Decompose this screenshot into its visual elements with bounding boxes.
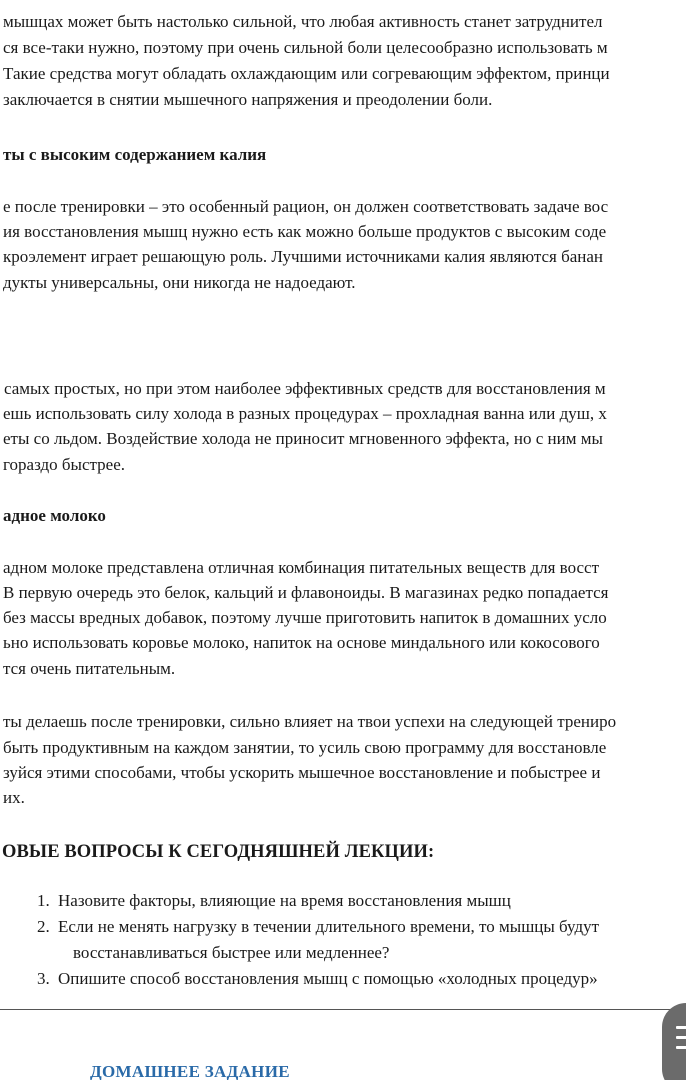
question-number: 3. <box>37 969 50 988</box>
menu-bar <box>676 1046 686 1049</box>
section-divider <box>0 1009 686 1010</box>
paragraph-line: дукты универсальны, они никогда не надоедают. <box>3 273 356 292</box>
section-heading-milk: адное молоко <box>3 506 106 525</box>
paragraph-line: еты со льдом. Воздействие холода не приносит мгновенного эффекта, но с ним мы <box>3 429 603 448</box>
paragraph-line: ешь использовать силу холода в разных процедурах – прохладная ванна или душ, х <box>3 404 607 423</box>
paragraph-line: заключается в снятии мышечного напряжения и преодолении боли. <box>3 90 493 109</box>
paragraph-line: Такие средства могут обладать охлаждающим или согревающим эффектом, принци <box>3 64 610 83</box>
paragraph-line: ия восстановления мышц нужно есть как можно больше продуктов с высоким соде <box>3 222 607 241</box>
paragraph-line: адном молоке представлена отличная комбинация питательных веществ для восст <box>3 558 600 577</box>
homework-title: ДОМАШНЕЕ ЗАДАНИЕ <box>90 1062 290 1080</box>
paragraph-line: зуйся этими способами, чтобы ускорить мышечное восстановление и побыстрее и <box>3 763 601 782</box>
paragraph-line: ты делаешь после тренировки, сильно влияет на твои успехи на следующей трениро <box>3 712 617 731</box>
paragraph-line: ся все-таки нужно, поэтому при очень сильной боли целесообразно использовать м <box>3 38 608 57</box>
question-text: Опишите способ восстановления мышц с помощью «холодных процедур» <box>58 969 598 988</box>
paragraph-line: их. <box>3 788 25 807</box>
paragraph-line: е после тренировки – это особенный рацион, он должен соответствовать задаче вос <box>3 197 609 216</box>
section-heading-potassium: ты с высоким содержанием калия <box>3 145 267 164</box>
menu-bar <box>676 1036 686 1039</box>
paragraph-line: самых простых, но при этом наиболее эффективных средств для восстановления м <box>4 379 606 398</box>
question-number: 2. <box>37 917 50 936</box>
paragraph-line: быть продуктивным на каждом занятии, то усиль свою программу для восстановле <box>3 738 607 757</box>
paragraph-line: кроэлемент играет решающую роль. Лучшими источниками калия являются банан <box>3 247 604 266</box>
paragraph-line: ьно использовать коровье молоко, напиток на основе миндального или кокосового <box>3 633 600 652</box>
paragraph-line: без массы вредных добавок, поэтому лучше приготовить напиток в домашних усло <box>3 608 607 627</box>
questions-heading: ОВЫЕ ВОПРОСЫ К СЕГОДНЯШНЕЙ ЛЕКЦИИ: <box>2 842 435 862</box>
question-text: Если не менять нагрузку в течении длительного времени, то мышцы будут <box>58 917 600 936</box>
paragraph-line: гораздо быстрее. <box>3 455 125 474</box>
menu-icon[interactable] <box>662 1003 686 1080</box>
paragraph-line: мышцах может быть настолько сильной, что любая активность станет затруднител <box>3 12 603 31</box>
question-text-continuation: восстанавливаться быстрее или медленнее? <box>73 943 390 962</box>
question-text: Назовите факторы, влияющие на время восстановления мышц <box>58 891 511 910</box>
paragraph-line: тся очень питательным. <box>3 659 176 678</box>
paragraph-line: В первую очередь это белок, кальций и флавоноиды. В магазинах редко попадается <box>3 583 609 602</box>
question-number: 1. <box>37 891 50 910</box>
menu-bar <box>676 1026 686 1029</box>
